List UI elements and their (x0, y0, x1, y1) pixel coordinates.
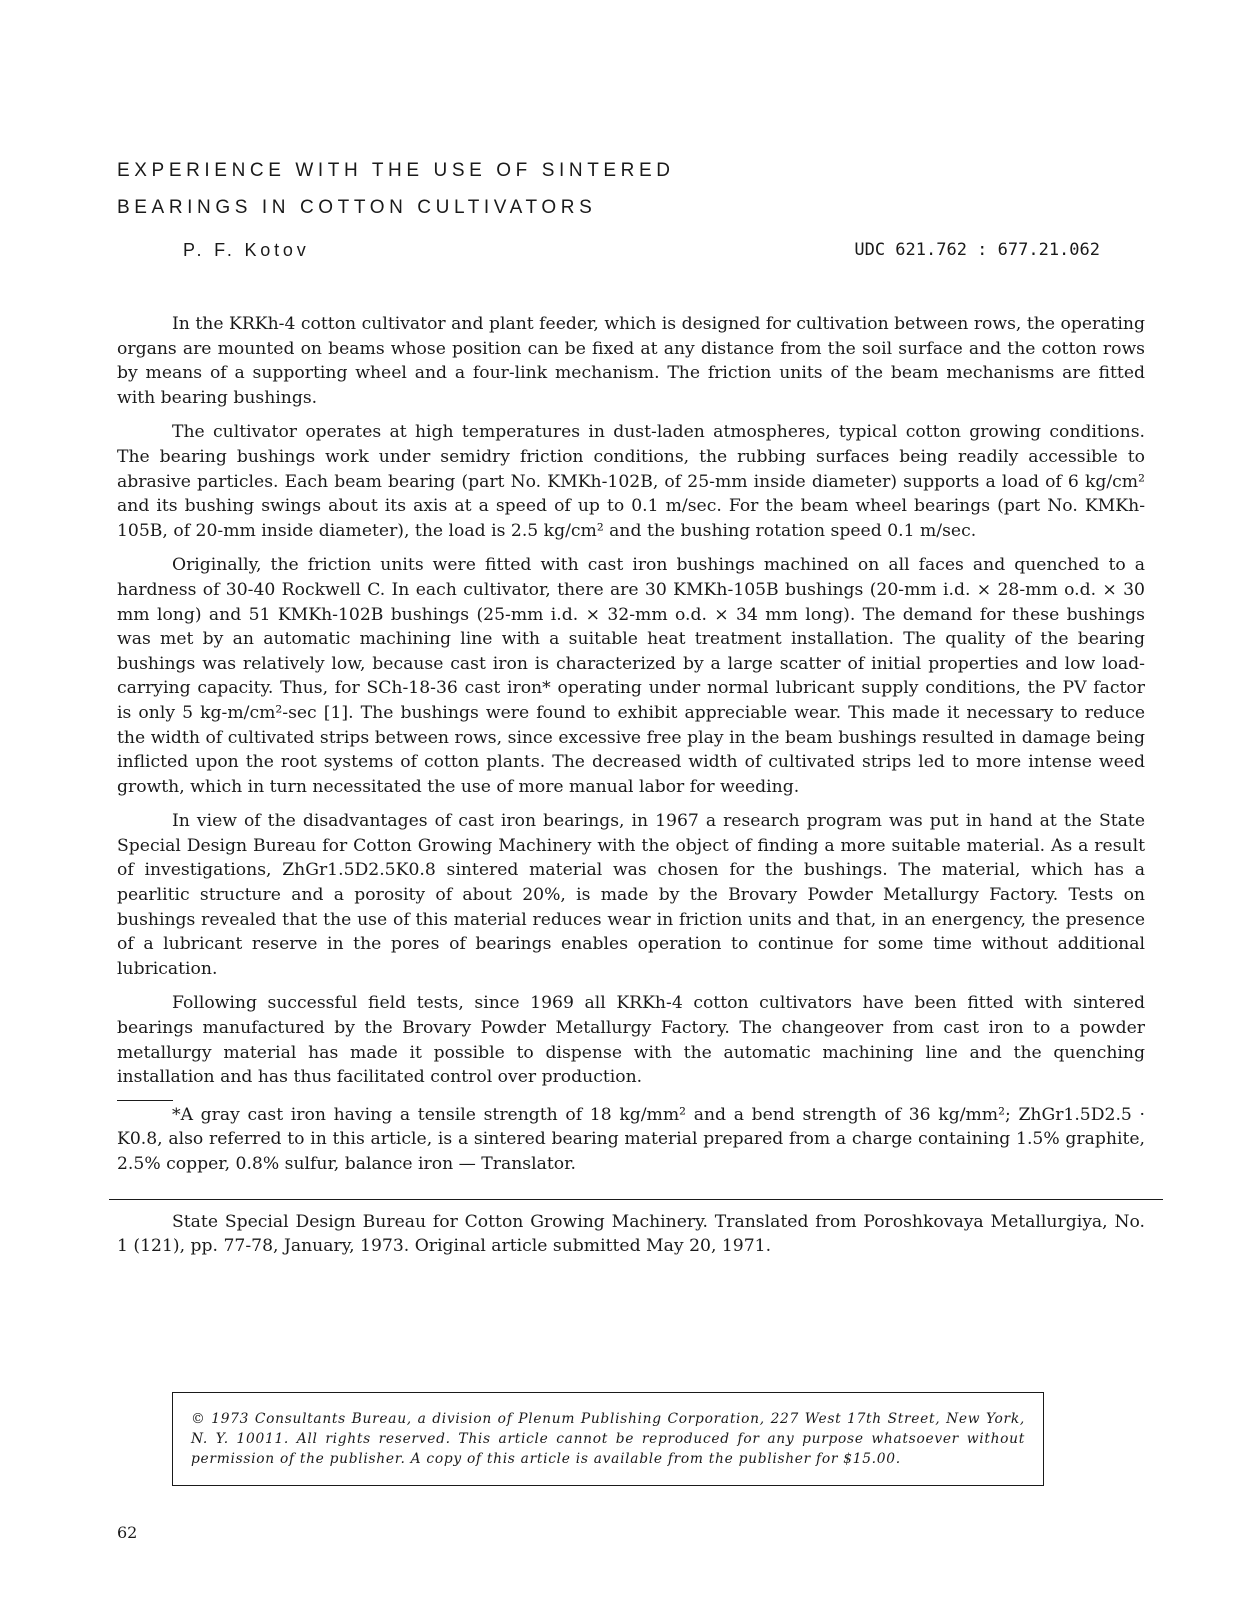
article-title (117, 152, 1017, 226)
footnote: *A gray cast iron having a tensile strength of 18 kg/mm² and a bend strength of 36 kg/mm²; ZhGr1.5D2.5 · K0.8, also referred to in this article, is a sintered bearing material prepared from a charge containing 1.5% graphite, 2.5% copper, 0.8% sulfur, balance iron — Translator. (117, 1104, 1145, 1174)
title-line-1: EXPERIENCE WITH THE USE OF SINTERED (117, 160, 675, 181)
paragraph-5: Following successful field tests, since 1969 all KRKh-4 cotton cultivators have been fitted with sintered bearings manufactured by the Brovary Powder Metallurgy Factory. The changeover from cast iron to a powder metallurgy material has made it possible to dispense with the automatic machining line and the quenching installation and has thus facilitated control over production. (117, 993, 1145, 1088)
source-note: State Special Design Bureau for Cotton Growing Machinery. Translated from Poroshkovaya Metallurgiya, No. 1 (121), pp. 77-78, January, 1973. Original article submitted May 20, 1971. (117, 1211, 1145, 1257)
article-body (117, 312, 1145, 1269)
page-number: 62 (117, 1523, 138, 1542)
udc-classification: UDC 621.762 : 677.21.062 (854, 240, 1100, 260)
copyright-box (172, 1392, 1044, 1486)
footnote-divider (117, 1100, 173, 1101)
paragraph-1: In the KRKh-4 cotton cultivator and plant feeder, which is designed for cultivation between rows, the operating organs are mounted on beams whose position can be fixed at any distance from the soil surface and the cotton rows by means of a supporting wheel and a four-link mechanism. The friction units of the beam mechanisms are fitted with bearing bushings. (117, 314, 1145, 408)
paragraph-3: Originally, the friction units were fitted with cast iron bushings machined on all faces and quenched to a hardness of 30-40 Rockwell C. In each cultivator, there are 30 KMKh-105B bushings (20-mm i.d. × 28-mm o.d. × 30 mm long) and 51 KMKh-102B bushings (25-mm i.d. × 32-mm o.d. × 34 mm long). The demand for these bushings was met by an automatic machining line with a suitable heat treatment installation. The quality of the bearing bushings was relatively low, because cast iron is characterized by a large scatter of initial properties and low load-carrying capacity. Thus, for SCh-18-36 cast iron* operating under normal lubricant supply conditions, the PV factor is only 5 kg-m/cm²-sec [1]. The bushings were found to exhibit appreciable wear. This made it necessary to reduce the width of cultivated strips between rows, since excessive free play in the beam bushings resulted in damage being inflicted upon the root systems of cotton plants. The decreased width of cultivated strips led to more intense weed growth, which in turn necessitated the use of more manual labor for weeding. (117, 555, 1145, 797)
copyright-notice: © 1973 Consultants Bureau, a division of Plenum Publishing Corporation, 227 West 17th Street, New York, N. Y. 10011. All rights reserved. This article cannot be reproduced for any purpose whatsoever without permission of the publisher. A copy of this article is available from the publisher for $15.00. (191, 1411, 1025, 1467)
title-line-2: BEARINGS IN COTTON CULTIVATORS (117, 197, 597, 218)
paragraph-4: In view of the disadvantages of cast iron bearings, in 1967 a research program was put in hand at the State Special Design Bureau for Cotton Growing Machinery with the object of finding a more suitable material. As a result of investigations, ZhGr1.5D2.5K0.8 sintered material was chosen for the bushings. The material, which has a pearlitic structure and a porosity of about 20%, is made by the Brovary Powder Metallurgy Factory. Tests on bushings revealed that the use of this material reduces wear in friction units and that, in an energency, the presence of a lubricant reserve in the pores of bearings enables operation to continue for some time without additional lubrication. (117, 811, 1145, 979)
source-divider (109, 1199, 1163, 1200)
paragraph-2: The cultivator operates at high temperatures in dust-laden atmospheres, typical cotton growing conditions. The bearing bushings work under semidry friction conditions, the rubbing surfaces being readily accessible to abrasive particles. Each beam bearing (part No. KMKh-102B, of 25-mm inside diameter) supports a load of 6 kg/cm² and its bushing swings about its axis at a speed of up to 0.1 m/sec. For the beam wheel bearings (part No. KMKh-105B, of 20-mm inside diameter), the load is 2.5 kg/cm² and the bushing rotation speed 0.1 m/sec. (117, 422, 1145, 541)
author-name: P. F. Kotov (183, 240, 310, 260)
